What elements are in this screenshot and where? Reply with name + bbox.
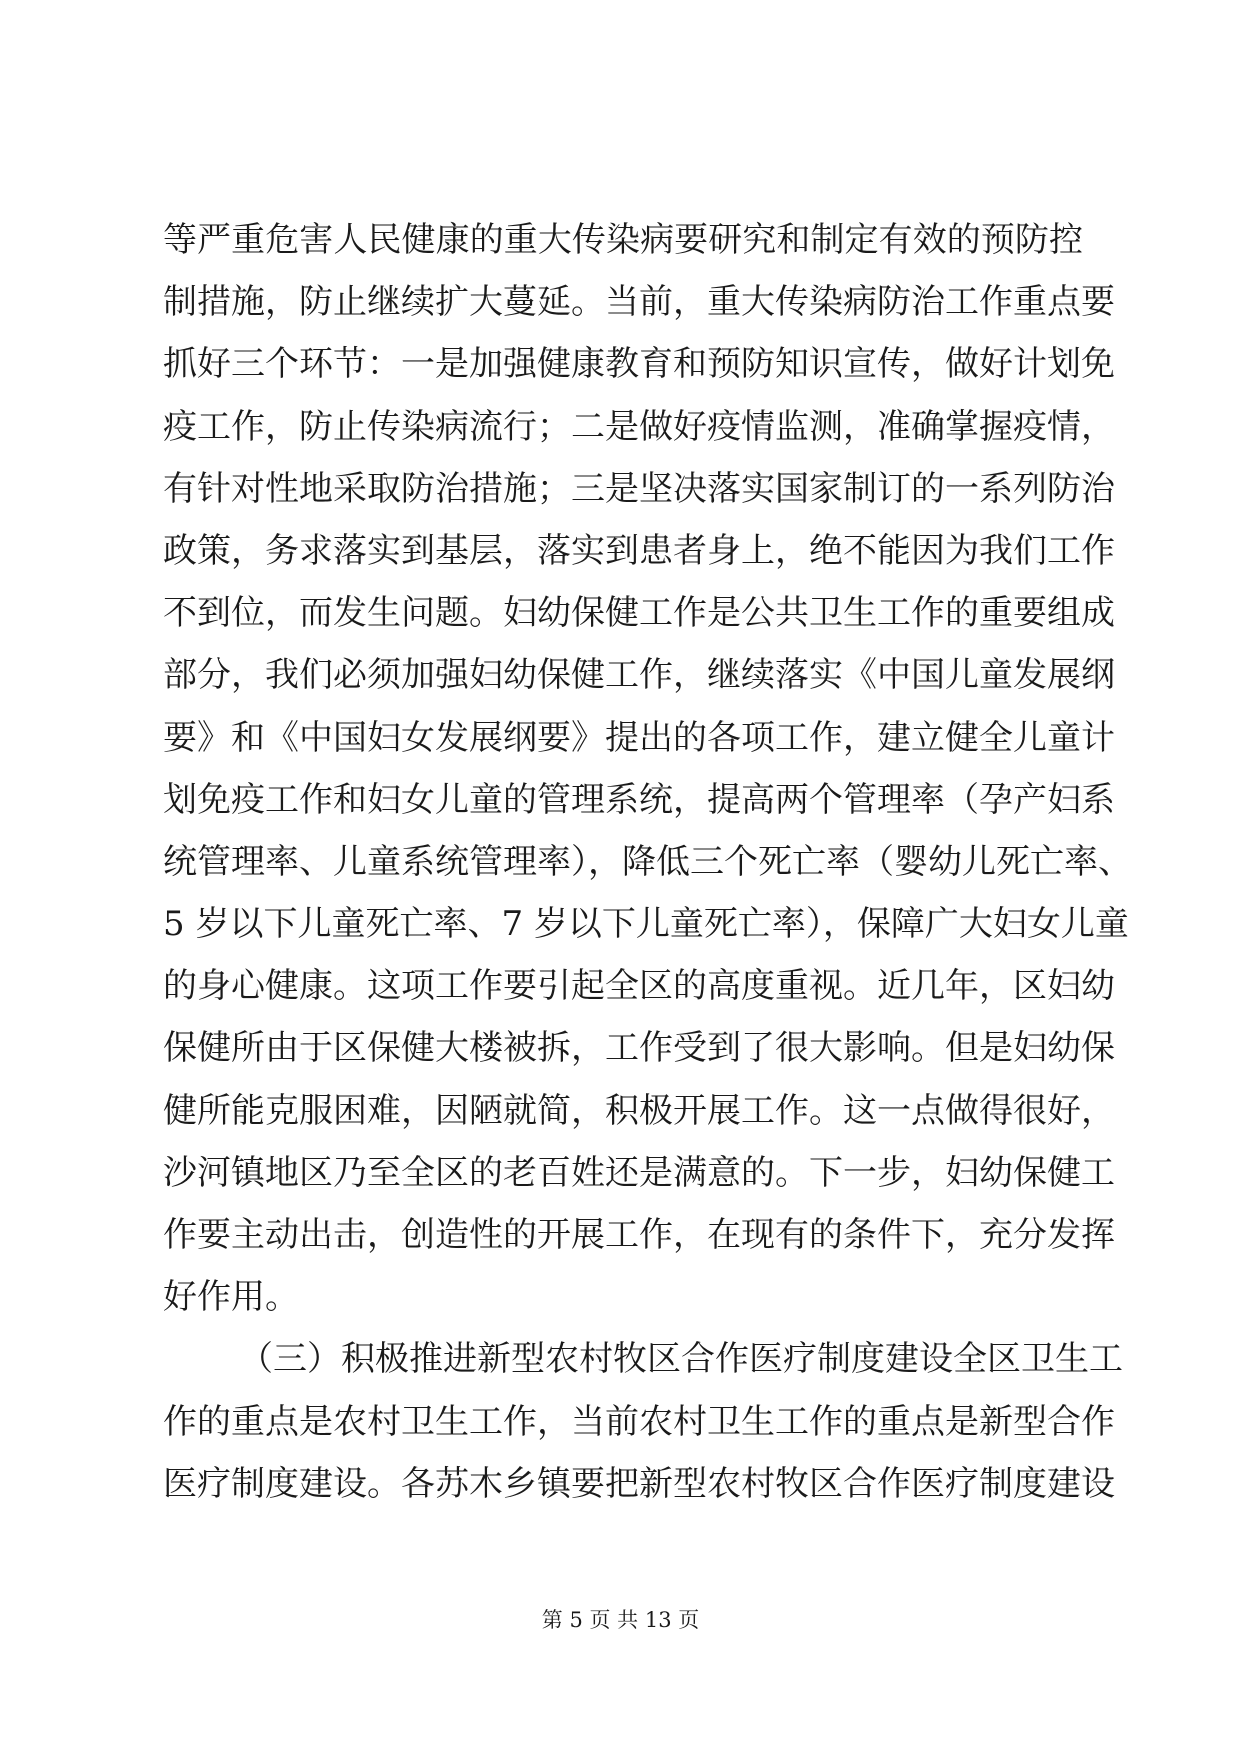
text-line: 制措施，防止继续扩大蔓延。当前，重大传染病防治工作重点要 <box>163 282 1115 323</box>
text-line: 抓好三个环节：一是加强健康教育和预防知识宣传，做好计划免 <box>163 344 1115 385</box>
text-line: 保健所由于区保健大楼被拆，工作受到了很大影响。但是妇幼保 <box>163 1028 1115 1069</box>
text-line: 政策，务求落实到基层，落实到患者身上，绝不能因为我们工作 <box>163 530 1115 571</box>
text-line: 要》和《中国妇女发展纲要》提出的各项工作，建立健全儿童计 <box>163 717 1115 758</box>
text-line: 健所能克服困难，因陋就简，积极开展工作。这一点做得很好， <box>163 1090 1115 1131</box>
text-line: 沙河镇地区乃至全区的老百姓还是满意的。下一步，妇幼保健工 <box>163 1152 1115 1193</box>
section-heading-line: （三）积极推进新型农村牧区合作医疗制度建设全区卫生工 <box>239 1339 1123 1380</box>
text-line: 部分，我们必须加强妇幼保健工作，继续落实《中国儿童发展纲 <box>163 655 1115 696</box>
text-line: 划免疫工作和妇女儿童的管理系统，提高两个管理率（孕产妇系 <box>163 779 1115 820</box>
text-line: 5 岁以下儿童死亡率、7 岁以下儿童死亡率），保障广大妇女儿童 <box>163 904 1129 945</box>
text-line: 好作用。 <box>163 1277 299 1318</box>
text-line: 有针对性地采取防治措施；三是坚决落实国家制订的一系列防治 <box>163 468 1115 509</box>
text-line: 的身心健康。这项工作要引起全区的高度重视。近几年，区妇幼 <box>163 966 1115 1007</box>
text-line: 作的重点是农村卫生工作，当前农村卫生工作的重点是新型合作 <box>163 1401 1115 1442</box>
text-line: 疫工作，防止传染病流行；二是做好疫情监测，准确掌握疫情， <box>163 406 1115 447</box>
text-line: 不到位，而发生问题。妇幼保健工作是公共卫生工作的重要组成 <box>163 593 1115 634</box>
text-line: 医疗制度建设。各苏木乡镇要把新型农村牧区合作医疗制度建设 <box>163 1463 1115 1504</box>
text-line: 作要主动出击，创造性的开展工作，在现有的条件下，充分发挥 <box>163 1215 1115 1255</box>
text-line: 统管理率、儿童系统管理率），降低三个死亡率（婴幼儿死亡率、 <box>163 841 1132 882</box>
body-text <box>163 220 1132 1526</box>
text-line: 等严重危害人民健康的重大传染病要研究和制定有效的预防控 <box>163 220 1083 260</box>
page-number-footer: 第 5 页 共 13 页 <box>541 1608 700 1632</box>
